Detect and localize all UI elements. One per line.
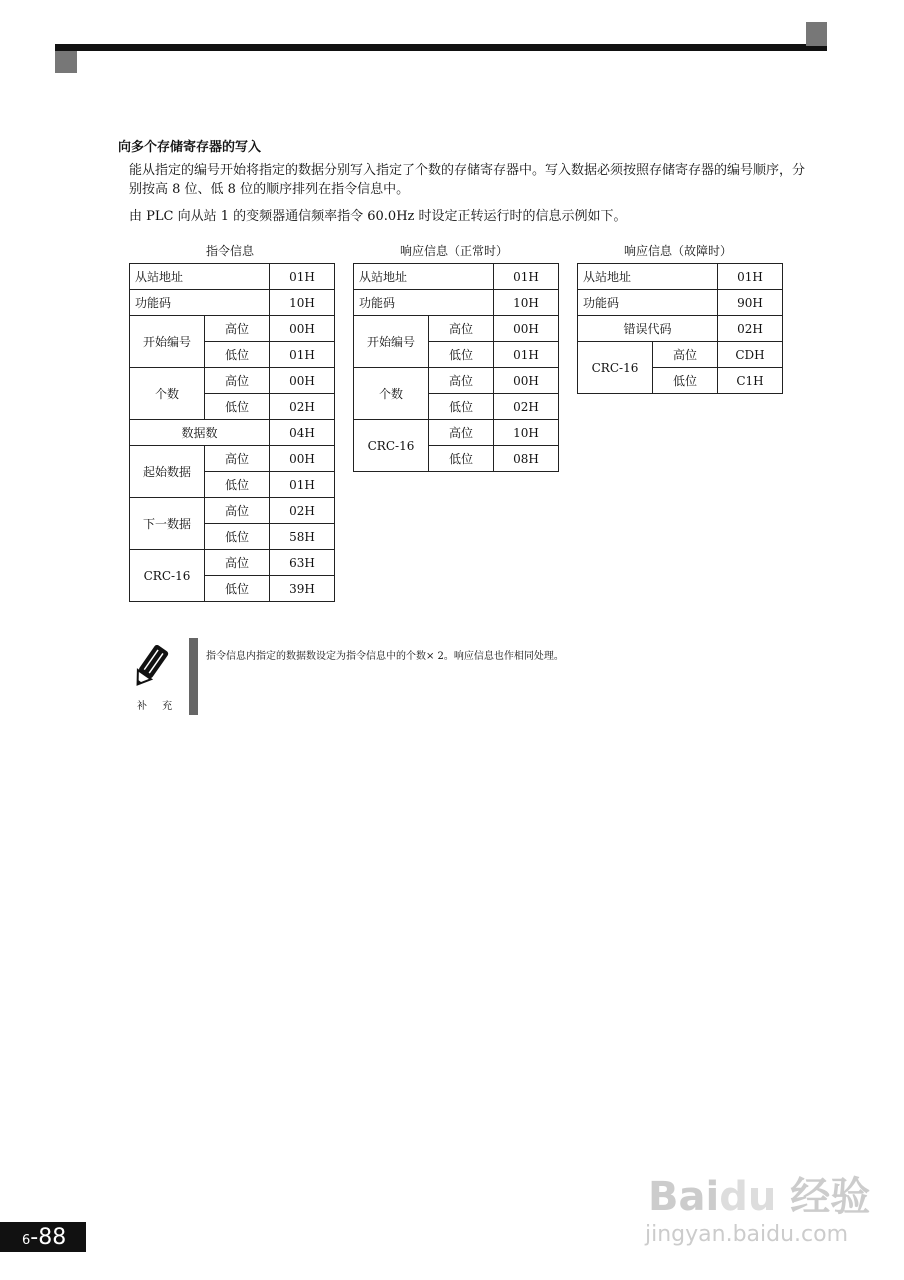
response-normal-table: [353, 263, 559, 472]
field-value: 01H: [270, 472, 335, 498]
table-row: [130, 264, 335, 290]
field-label: 从站地址: [578, 264, 718, 290]
byte-label: 高位: [429, 368, 494, 394]
byte-label: 高位: [205, 498, 270, 524]
table-row: [130, 368, 335, 394]
field-value: 02H: [718, 316, 783, 342]
field-value: 02H: [494, 394, 559, 420]
table-row: [130, 316, 335, 342]
field-label: 个数: [354, 368, 429, 420]
field-value: 02H: [270, 394, 335, 420]
field-value: 00H: [270, 316, 335, 342]
table-row: [354, 368, 559, 394]
field-label: 从站地址: [130, 264, 270, 290]
field-value: 01H: [270, 264, 335, 290]
baidu-watermark-logo: Baidu 经验 jingyan.baidu.com: [645, 1174, 871, 1247]
byte-label: 高位: [653, 342, 718, 368]
field-value: 01H: [494, 342, 559, 368]
header-rule: [55, 44, 827, 51]
field-value: 10H: [494, 420, 559, 446]
field-label: 功能码: [578, 290, 718, 316]
response-error-table: [577, 263, 783, 394]
table-row: [578, 316, 783, 342]
field-value: 10H: [494, 290, 559, 316]
field-value: 90H: [718, 290, 783, 316]
field-label: 从站地址: [354, 264, 494, 290]
table-row: [354, 420, 559, 446]
field-label: 个数: [130, 368, 205, 420]
byte-label: 低位: [429, 342, 494, 368]
page-number-text: -88: [30, 1225, 67, 1250]
table-row: [578, 342, 783, 368]
table-row: [130, 420, 335, 446]
note-label: 补 充: [137, 701, 179, 712]
byte-label: 低位: [205, 524, 270, 550]
field-value: 01H: [494, 264, 559, 290]
field-label: 开始编号: [354, 316, 429, 368]
table-row: [130, 498, 335, 524]
field-value: 00H: [494, 368, 559, 394]
paragraph: 能从指定的编号开始将指定的数据分别写入指定了个数的存储寄存器中。写入数据必须按照存储寄存器的编号顺序，分别按高 8 位、低 8 位的顺序排列在指令信息中。: [129, 163, 806, 197]
field-value: 01H: [270, 342, 335, 368]
byte-label: 高位: [205, 316, 270, 342]
table-row: [578, 290, 783, 316]
chapter-number: 6: [22, 1233, 31, 1248]
field-label: 下一数据: [130, 498, 205, 550]
field-label: 起始数据: [130, 446, 205, 498]
paragraph: 由 PLC 向从站 1 的变频器通信频率指令 60.0Hz 时设定正转运行时的信息示例如下。: [129, 209, 627, 224]
field-value: 58H: [270, 524, 335, 550]
field-value: 10H: [270, 290, 335, 316]
field-value: 02H: [270, 498, 335, 524]
pencil-icon: [126, 645, 176, 690]
field-label: CRC-16: [578, 342, 653, 394]
byte-label: 低位: [205, 472, 270, 498]
field-label: CRC-16: [130, 550, 205, 602]
byte-label: 低位: [205, 576, 270, 602]
note-text: 指令信息内指定的数据数设定为指令信息中的个数× 2。响应信息也作相同处理。: [206, 651, 564, 662]
field-value: 00H: [270, 368, 335, 394]
field-value: 08H: [494, 446, 559, 472]
table-row: [130, 446, 335, 472]
table-row: [354, 290, 559, 316]
field-value: C1H: [718, 368, 783, 394]
byte-label: 低位: [429, 394, 494, 420]
table-caption: 响应信息（故障时）: [623, 244, 732, 258]
field-value: 63H: [270, 550, 335, 576]
field-value: 00H: [494, 316, 559, 342]
command-message-table: [129, 263, 335, 602]
header-marker: [806, 22, 827, 46]
table-row: [578, 264, 783, 290]
field-value: 39H: [270, 576, 335, 602]
byte-label: 低位: [205, 342, 270, 368]
byte-label: 高位: [205, 446, 270, 472]
byte-label: 高位: [429, 316, 494, 342]
note-bar: [189, 638, 198, 715]
field-label: 错误代码: [578, 316, 718, 342]
table-row: [130, 550, 335, 576]
byte-label: 低位: [205, 394, 270, 420]
field-value: CDH: [718, 342, 783, 368]
field-value: 01H: [718, 264, 783, 290]
field-label: CRC-16: [354, 420, 429, 472]
field-label: 功能码: [354, 290, 494, 316]
field-label: 开始编号: [130, 316, 205, 368]
byte-label: 低位: [653, 368, 718, 394]
field-value: 00H: [270, 446, 335, 472]
byte-label: 高位: [205, 550, 270, 576]
table-row: [130, 290, 335, 316]
header-marker: [55, 51, 77, 73]
table-row: [354, 316, 559, 342]
table-caption: 响应信息（正常时）: [399, 244, 508, 258]
table-row: [354, 264, 559, 290]
section-heading: 向多个存储寄存器的写入: [118, 140, 262, 155]
byte-label: 低位: [429, 446, 494, 472]
field-label: 功能码: [130, 290, 270, 316]
field-label: 数据数: [130, 420, 270, 446]
table-caption: 指令信息: [205, 244, 254, 258]
byte-label: 高位: [205, 368, 270, 394]
byte-label: 高位: [429, 420, 494, 446]
page-number: [0, 1222, 86, 1252]
field-value: 04H: [270, 420, 335, 446]
